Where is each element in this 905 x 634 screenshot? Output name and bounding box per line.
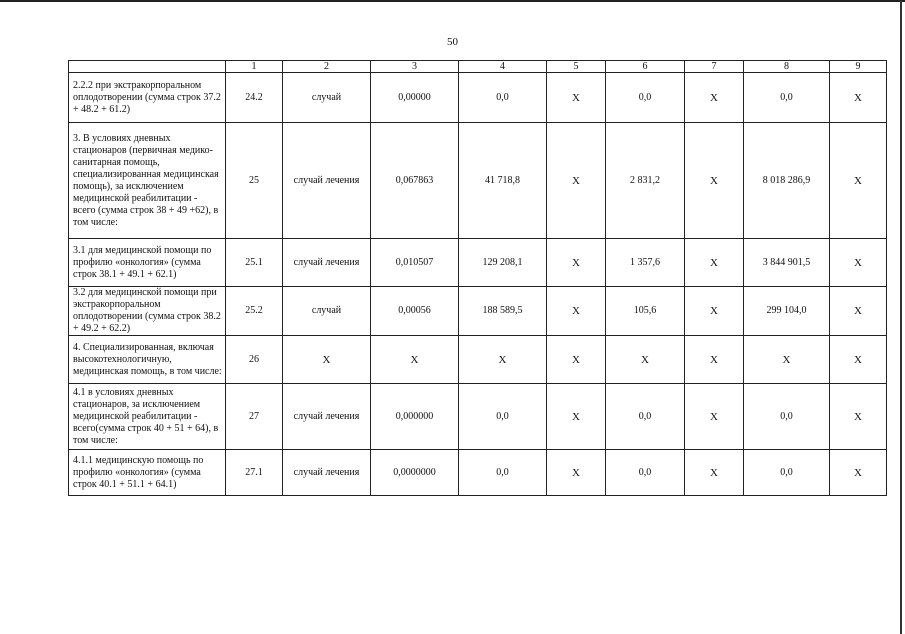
table-row: [69, 287, 887, 336]
table-cell: 0,0: [744, 384, 830, 450]
table-header-row: [69, 61, 887, 73]
column-number-8: 8: [744, 61, 830, 73]
table-cell: X: [830, 239, 887, 287]
page-number: 50: [447, 36, 458, 48]
table-row: [69, 336, 887, 384]
table-cell: случай лечения: [283, 384, 371, 450]
table-cell: X: [830, 336, 887, 384]
table-cell: 0,067863: [371, 123, 459, 239]
table-row: [69, 123, 887, 239]
table-cell: 0,0: [459, 450, 547, 496]
table-cell: 0,0: [459, 73, 547, 123]
row-label: 3. В условиях дневных стационаров (первичная медико-санитарная помощь, специализированная медицинская помощь), за исключением медицинской реабилитации - всего (сумма строк 38 + 49 +62), в том числе:: [69, 123, 226, 239]
column-number-2: 2: [283, 61, 371, 73]
table-cell: X: [685, 123, 744, 239]
table-cell: X: [283, 336, 371, 384]
scan-edge-top: [0, 0, 905, 2]
table-cell: 24.2: [226, 73, 283, 123]
table-cell: 41 718,8: [459, 123, 547, 239]
table-cell: X: [685, 450, 744, 496]
table-cell: X: [685, 384, 744, 450]
table-cell: 0,0: [744, 450, 830, 496]
table-cell: 1 357,6: [606, 239, 685, 287]
table-cell: 26: [226, 336, 283, 384]
table-cell: 0,00000: [371, 73, 459, 123]
table-cell: 0,0: [606, 73, 685, 123]
table-cell: 27: [226, 384, 283, 450]
table-cell: X: [547, 73, 606, 123]
table-cell: 0,0: [459, 384, 547, 450]
scan-edge-right: [900, 0, 902, 634]
table-cell: 0,00056: [371, 287, 459, 336]
table-cell: 2 831,2: [606, 123, 685, 239]
row-label: 4. Специализированная, включая высокотехнологичную, медицинская помощь, в том числе:: [69, 336, 226, 384]
column-number-9: 9: [830, 61, 887, 73]
column-number-label: [69, 61, 226, 73]
table-cell: 0,0: [606, 450, 685, 496]
table-cell: 25.2: [226, 287, 283, 336]
table-cell: 0,0: [744, 73, 830, 123]
table-cell: 105,6: [606, 287, 685, 336]
table-row: [69, 384, 887, 450]
column-number-5: 5: [547, 61, 606, 73]
column-number-4: 4: [459, 61, 547, 73]
table-cell: X: [547, 336, 606, 384]
table-cell: случай лечения: [283, 239, 371, 287]
column-number-3: 3: [371, 61, 459, 73]
row-label: 2.2.2 при экстракорпоральном оплодотворении (сумма строк 37.2 + 48.2 + 61.2): [69, 73, 226, 123]
table-cell: 27.1: [226, 450, 283, 496]
table-cell: X: [685, 287, 744, 336]
table-cell: 0,0000000: [371, 450, 459, 496]
row-label: 3.2 для медицинской помощи при экстракорпоральном оплодотворении (сумма строк 38.2 + 49.2 + 62.2): [69, 287, 226, 336]
table-cell: X: [830, 450, 887, 496]
table-cell: X: [830, 73, 887, 123]
table-cell: 0,000000: [371, 384, 459, 450]
table-cell: X: [371, 336, 459, 384]
table-cell: 299 104,0: [744, 287, 830, 336]
table-cell: X: [459, 336, 547, 384]
row-label: 4.1 в условиях дневных стационаров, за исключением медицинской реабилитации - всего(сумма строк 40 + 51 + 64), в том числе:: [69, 384, 226, 450]
table-cell: 25.1: [226, 239, 283, 287]
row-label: 3.1 для медицинской помощи по профилю «онкология» (сумма строк 38.1 + 49.1 + 62.1): [69, 239, 226, 287]
table-cell: 8 018 286,9: [744, 123, 830, 239]
table-cell: X: [830, 123, 887, 239]
table-cell: X: [685, 73, 744, 123]
table-row: [69, 73, 887, 123]
row-label: 4.1.1 медицинскую помощь по профилю «онкология» (сумма строк 40.1 + 51.1 + 64.1): [69, 450, 226, 496]
table-cell: X: [830, 384, 887, 450]
data-table: [68, 60, 887, 496]
table-cell: случай: [283, 73, 371, 123]
table-cell: 0,0: [606, 384, 685, 450]
table-cell: 25: [226, 123, 283, 239]
table-cell: случай лечения: [283, 450, 371, 496]
table-cell: 3 844 901,5: [744, 239, 830, 287]
table-cell: 129 208,1: [459, 239, 547, 287]
table-cell: X: [685, 239, 744, 287]
table-cell: X: [685, 336, 744, 384]
table-row: [69, 450, 887, 496]
column-number-1: 1: [226, 61, 283, 73]
table-cell: X: [744, 336, 830, 384]
column-number-6: 6: [606, 61, 685, 73]
table-cell: X: [547, 450, 606, 496]
table-cell: 188 589,5: [459, 287, 547, 336]
table-cell: X: [547, 287, 606, 336]
table-cell: случай лечения: [283, 123, 371, 239]
table-cell: X: [606, 336, 685, 384]
table-cell: X: [547, 384, 606, 450]
table-cell: X: [830, 287, 887, 336]
column-number-7: 7: [685, 61, 744, 73]
table-cell: случай: [283, 287, 371, 336]
table-cell: 0,010507: [371, 239, 459, 287]
table-row: [69, 239, 887, 287]
table-cell: X: [547, 239, 606, 287]
table-cell: X: [547, 123, 606, 239]
